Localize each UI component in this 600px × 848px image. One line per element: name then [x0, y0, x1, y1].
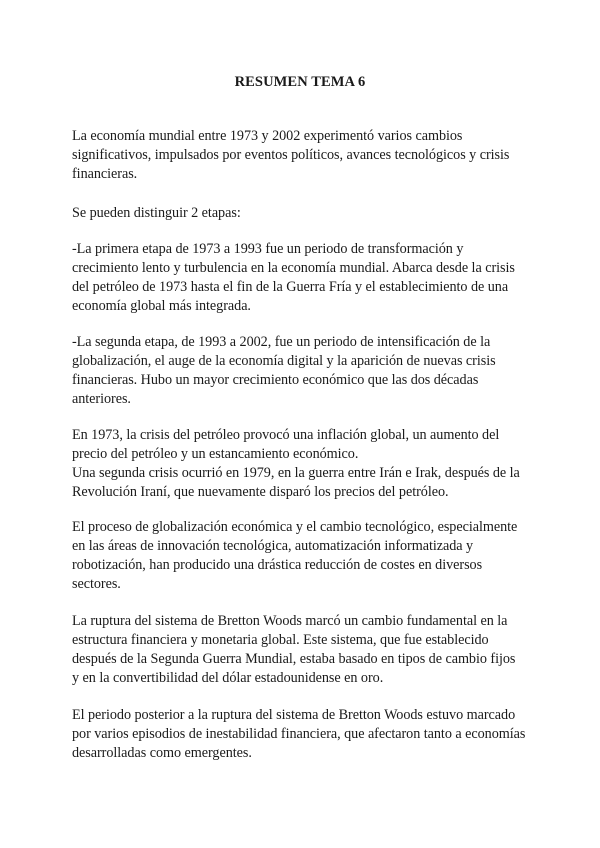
text-line: -La segunda etapa, de 1993 a 2002, fue un periodo de intensificación de la [72, 334, 491, 350]
paragraph-post-bretton-woods [72, 706, 534, 763]
text-line: en las áreas de innovación tecnológica, automatización informatizada y [72, 538, 474, 554]
text-line: crecimiento lento y turbulencia en la economía mundial. Abarca desde la crisis [72, 260, 515, 276]
text-line: financieras. [72, 166, 138, 182]
text-line: Una segunda crisis ocurrió en 1979, en la guerra entre Irán e Irak, después de la [72, 465, 520, 481]
text-line: anteriores. [72, 391, 131, 407]
text-line: -La primera etapa de 1973 a 1993 fue un periodo de transformación y [72, 241, 464, 257]
paragraph-oil-crisis [72, 426, 534, 502]
text-line: En 1973, la crisis del petróleo provocó una inflación global, un aumento del [72, 427, 500, 443]
text-line: economía global más integrada. [72, 298, 251, 314]
text-line: precio del petróleo y un estancamiento económico. [72, 446, 359, 462]
paragraph-globalization [72, 518, 534, 594]
text-line: robotización, han producido una drástica reducción de costes en diversos [72, 557, 483, 573]
document-title: RESUMEN TEMA 6 [234, 74, 366, 90]
text-line: del petróleo de 1973 hasta el fin de la Guerra Fría y el establecimiento de una [72, 279, 509, 295]
paragraph-bretton-woods [72, 612, 534, 688]
paragraph-first-stage [72, 240, 534, 316]
text-line: La economía mundial entre 1973 y 2002 experimentó varios cambios [72, 128, 463, 144]
text-line: por varios episodios de inestabilidad financiera, que afectaron tanto a economías [72, 726, 526, 742]
text-line: Se pueden distinguir 2 etapas: [72, 205, 241, 221]
text-line: globalización, el auge de la economía digital y la aparición de nuevas crisis [72, 353, 496, 369]
paragraph-second-stage [72, 333, 534, 409]
text-line: desarrolladas como emergentes. [72, 745, 252, 761]
text-line: y en la convertibilidad del dólar estadounidense en oro. [72, 670, 384, 686]
text-line: Revolución Iraní, que nuevamente disparó los precios del petróleo. [72, 484, 449, 500]
text-line: sectores. [72, 576, 121, 592]
text-line: significativos, impulsados por eventos políticos, avances tecnológicos y crisis [72, 147, 510, 163]
text-line: El proceso de globalización económica y el cambio tecnológico, especialmente [72, 519, 518, 535]
paragraph-intro [72, 127, 534, 184]
text-line: La ruptura del sistema de Bretton Woods marcó un cambio fundamental en la [72, 613, 508, 629]
text-line: financieras. Hubo un mayor crecimiento económico que las dos décadas [72, 372, 479, 388]
text-line: estructura financiera y monetaria global. Este sistema, que fue establecido [72, 632, 489, 648]
text-line: El periodo posterior a la ruptura del sistema de Bretton Woods estuvo marcado [72, 707, 516, 723]
paragraph-stages-intro [72, 204, 534, 223]
text-line: después de la Segunda Guerra Mundial, estaba basado en tipos de cambio fijos [72, 651, 516, 667]
